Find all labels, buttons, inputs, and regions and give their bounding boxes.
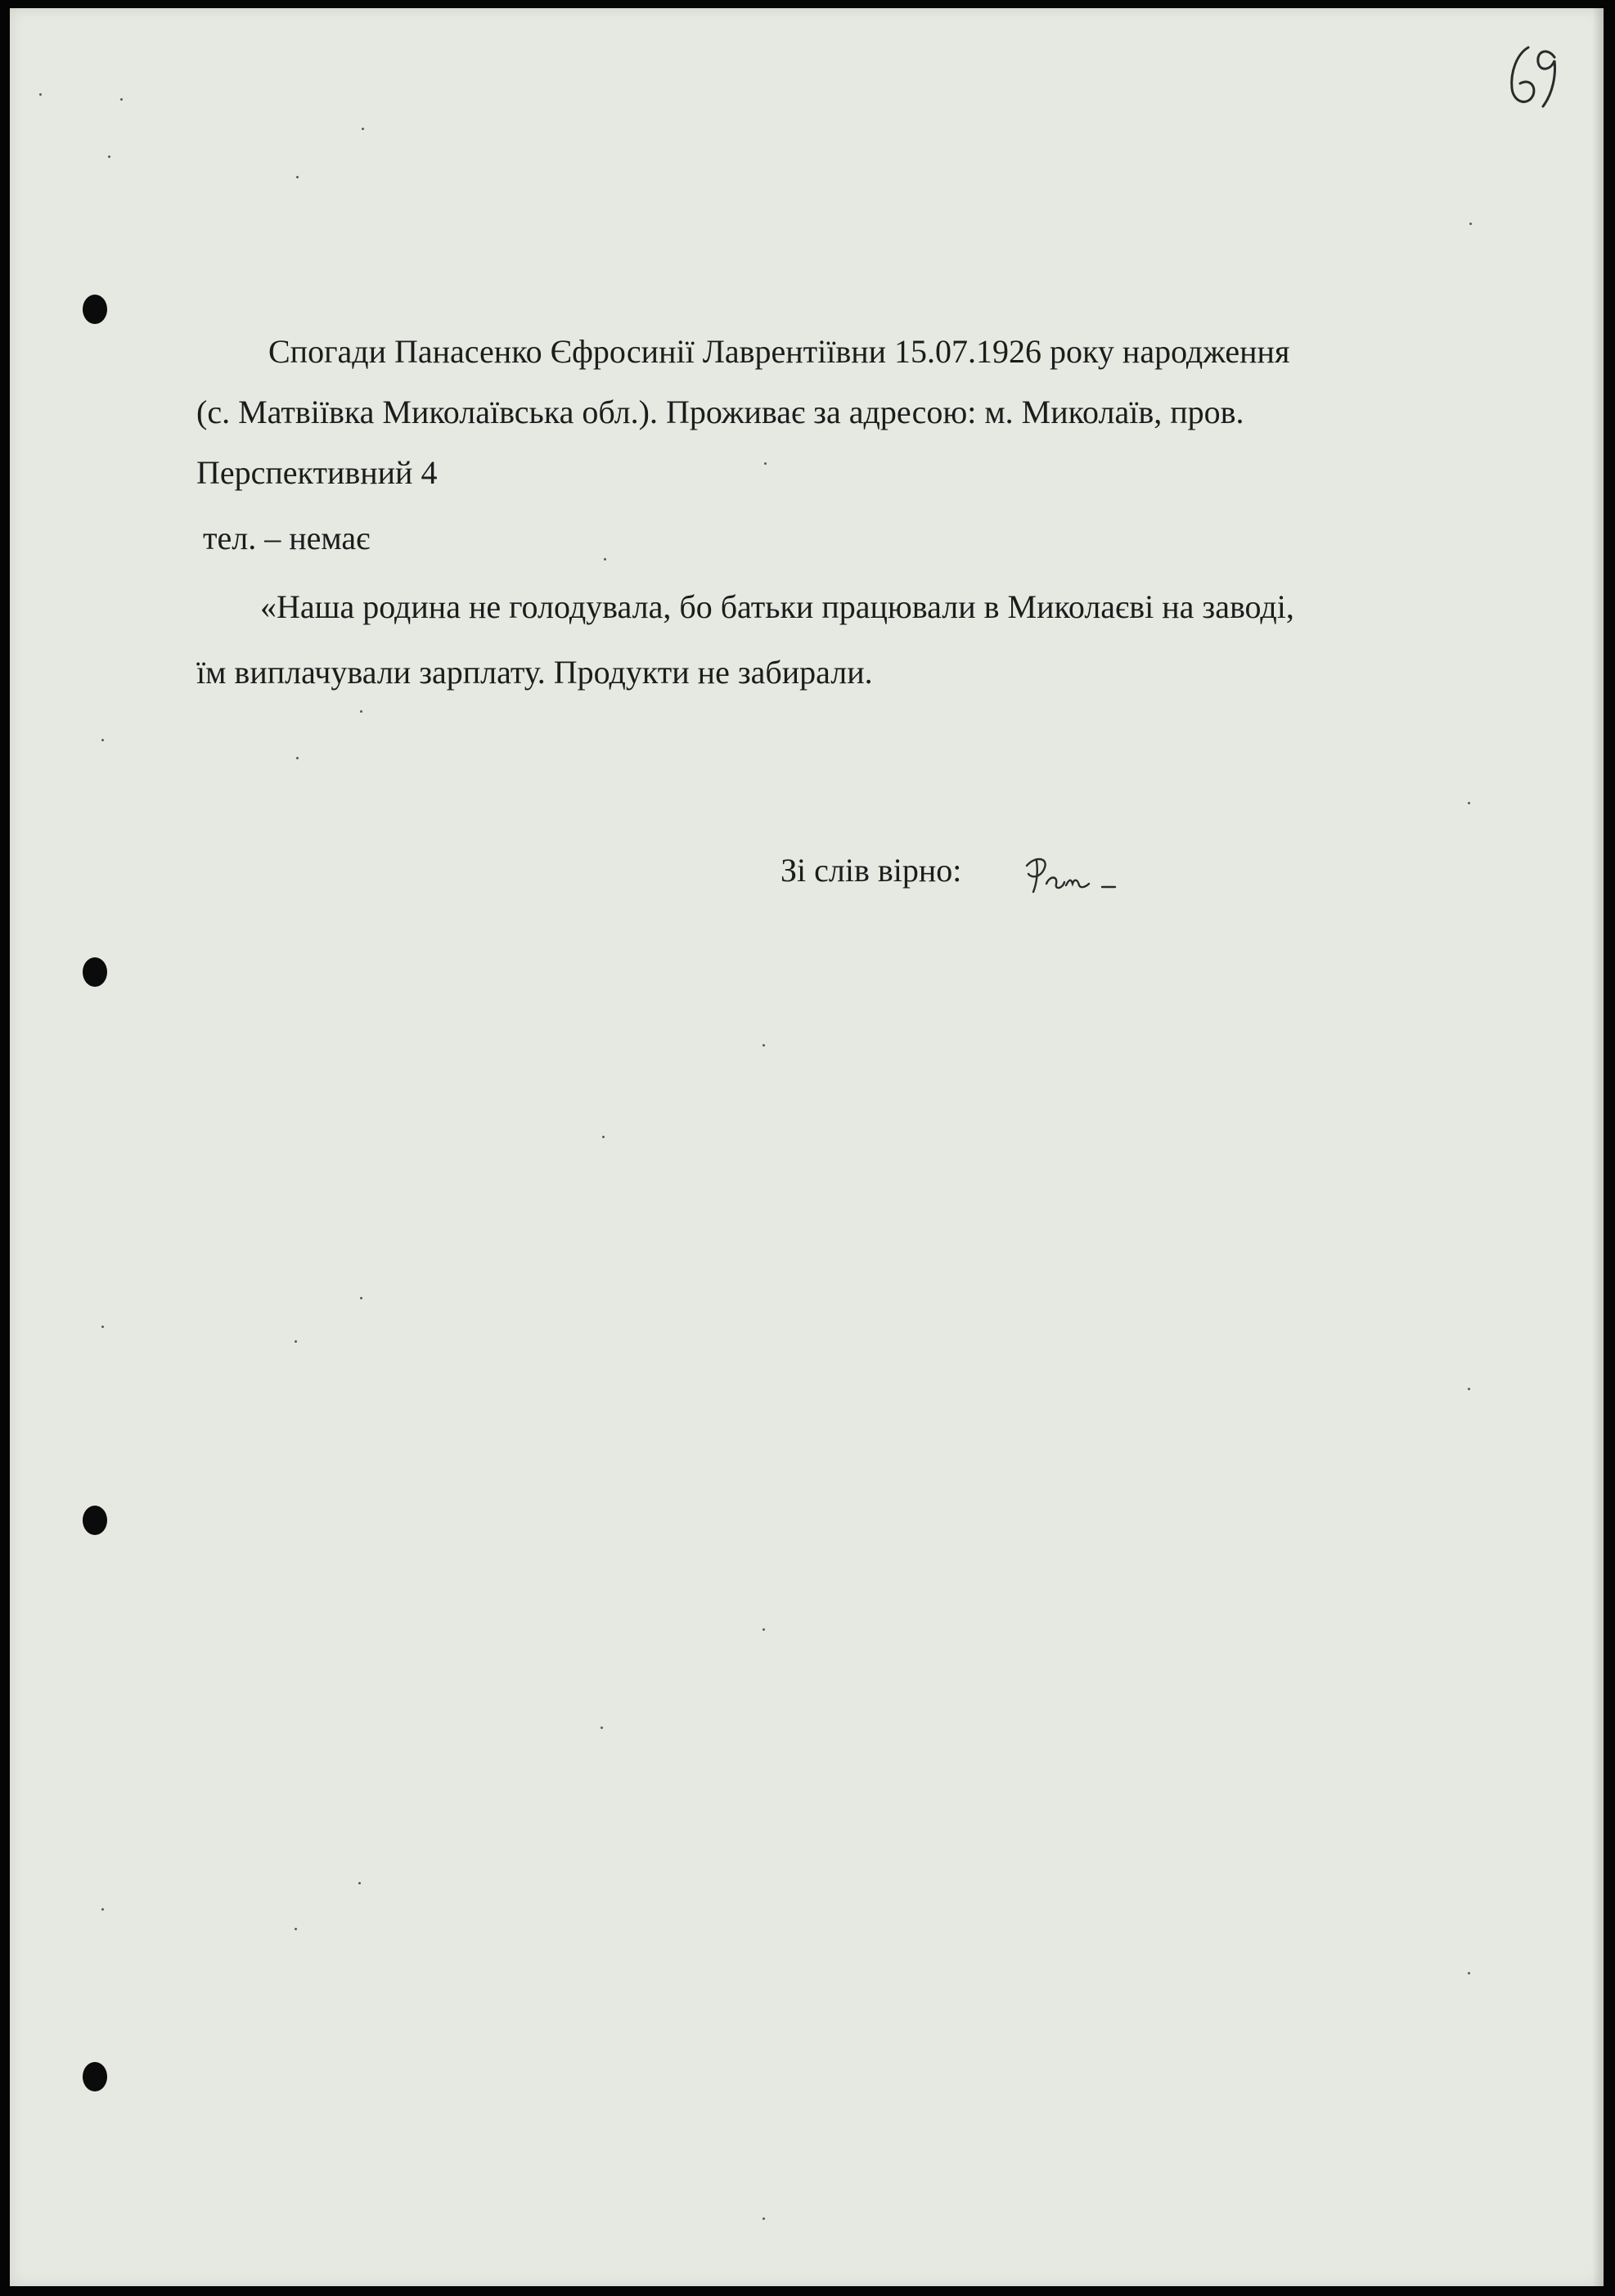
scan-speck <box>120 98 123 101</box>
scan-speck <box>295 1928 297 1930</box>
handwritten-signature <box>1020 851 1127 900</box>
scan-speck <box>601 1727 603 1729</box>
scan-speck <box>360 1297 362 1299</box>
scan-speck <box>763 1044 765 1047</box>
handwritten-page-number <box>1504 41 1561 115</box>
scan-speck <box>358 1882 361 1884</box>
scan-speck <box>763 1628 765 1631</box>
testimony-line: «Наша родина не голодувала, бо батьки працювали в Миколаєві на заводі, <box>260 588 1294 625</box>
attestation-label: Зі слів вірно: <box>781 852 962 889</box>
scan-speck <box>1468 802 1470 804</box>
scan-speck <box>101 739 104 741</box>
punch-hole <box>83 1506 107 1535</box>
scan-speck <box>604 558 606 560</box>
paper-edge-shadow <box>1592 8 1604 2286</box>
scan-speck <box>101 1326 104 1328</box>
punch-hole <box>83 2062 107 2091</box>
header-line: (с. Матвіївка Миколаївська обл.). Проживає за адресою: м. Миколаїв, пров. <box>196 394 1244 430</box>
scan-speck <box>763 2217 765 2220</box>
scan-speck <box>296 757 299 759</box>
paper-sheet <box>10 8 1604 2286</box>
scan-speck <box>101 1908 104 1911</box>
scan-speck <box>764 462 767 465</box>
testimony-line: їм виплачували зарплату. Продукти не забирали. <box>196 654 873 691</box>
scan-speck <box>296 176 299 178</box>
scan-speck <box>108 155 110 158</box>
punch-hole <box>83 295 107 324</box>
scan-speck <box>1469 223 1472 225</box>
scan-speck <box>295 1340 297 1343</box>
header-line: Перспективний 4 <box>196 454 438 491</box>
header-line: Спогади Панасенко Єфросинії Лаврентіївни 15.07.1926 року народження <box>268 333 1290 370</box>
scan-speck <box>360 710 362 713</box>
scan-speck <box>602 1136 605 1138</box>
header-line: тел. – немає <box>203 520 371 556</box>
scan-speck <box>1468 1972 1470 1974</box>
scan-speck <box>362 128 364 130</box>
scan-speck <box>39 93 42 96</box>
punch-hole <box>83 957 107 987</box>
scan-speck <box>1468 1388 1470 1390</box>
